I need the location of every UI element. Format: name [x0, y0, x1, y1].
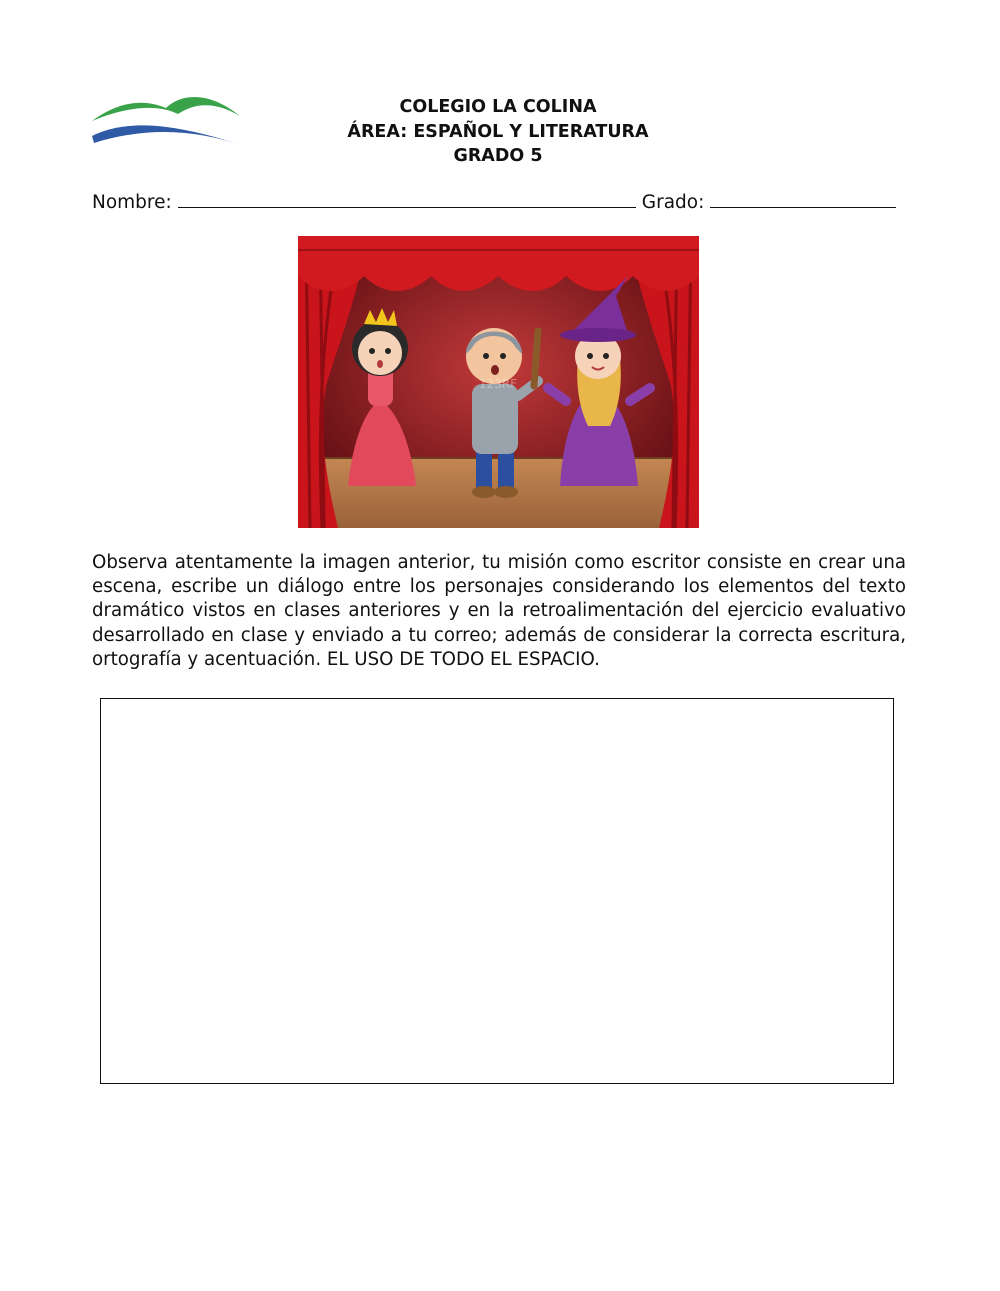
theatre-stage-illustration [298, 236, 699, 528]
subject-area: ÁREA: ESPAÑOL Y LITERATURA [347, 121, 649, 142]
student-info-line [92, 189, 907, 213]
logo-blue-wave [92, 125, 244, 146]
grade-blank[interactable] [710, 189, 896, 208]
grade-label: Grado: [641, 192, 705, 213]
name-label: Nombre: [92, 192, 172, 213]
watermark-text: 123RF [478, 377, 518, 391]
school-logo [88, 88, 246, 150]
logo-green-hills [92, 97, 240, 121]
school-name: COLEGIO LA COLINA [399, 97, 597, 117]
name-blank[interactable] [178, 189, 636, 208]
document-header [300, 95, 696, 169]
grade-level: GRADO 5 [453, 146, 543, 166]
instructions-paragraph: Observa atentamente la imagen anterior, tu misión como escritor consiste en crear una escena, escribe un diálogo entre los personajes considerando los elementos del texto dramático vistos en clases anteriores y en la retroalimentación del ejercicio evaluativo desarrollado en clase y enviado a tu correo; además de considerar la correcta escritura, ortografía y acentuación. EL USO DE TODO EL ESPACIO. [92, 552, 906, 670]
answer-writing-box[interactable] [100, 698, 894, 1084]
